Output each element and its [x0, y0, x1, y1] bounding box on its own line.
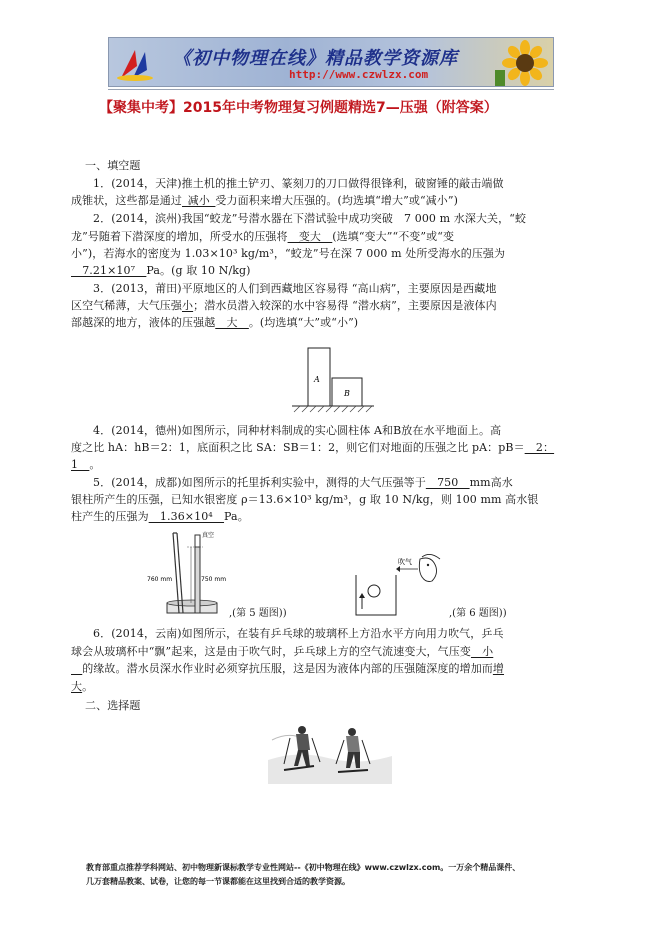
q6-text-b: 的缘故。潜水员深水作业时必须穿抗压服，这是因为液体内部的压强随深度的增加而: [82, 662, 493, 675]
question-6-line-1: 6．(2014，云南)如图所示，在装有乒乓球的玻璃杯上方沿水平方向用力吹气，乒乓: [93, 627, 504, 640]
q2-answer-2: __7.21×10⁷__: [71, 264, 147, 277]
footer-line-1: 教育部重点推荐学科网站、初中物理新课标教学专业性网站--《初中物理在线》www.czwlzx.com。一万余个精品课件、: [86, 863, 521, 872]
question-5-line-2: 银柱所产生的压强，已知水银密度 ρ＝13.6×10³ kg/m³，g 取 10 N/kg，则 100 mm 高水银: [71, 493, 539, 506]
q1-answer: _减小_: [182, 194, 216, 207]
q5-answer-2: __1.36×10⁴__: [148, 510, 225, 523]
question-3-line-1: 3．(2013，莆田)平原地区的人们到西藏地区容易得 “高山病”，主要原因是西藏地: [93, 282, 497, 295]
question-4-line-1: 4．(2014，德州)如图所示，同种材料制成的实心圆柱体 A和B放在水平地面上。高: [93, 424, 502, 437]
q2-text-a: 龙”号随着下潜深度的增加，所受水的压强将: [71, 230, 288, 243]
q2-text-c: Pa。(g 取 10 N/kg): [146, 264, 251, 277]
q6-text-a: 球会从玻璃杯中“飘”起来，这是由于吹气时，乒乓球上方的空气流速变大，气压变: [71, 645, 471, 658]
q4-text-a: 度之比 hA：hB＝2：1，底面积之比 SA：SB＝1：2，则它们对地面的压强之比 pA：pB＝: [71, 441, 525, 454]
question-2-line-1: 2．(2014，滨州)我国“蛟龙”号潜水器在下潜试验中成功突破 7 000 m 水深大关，“蛟: [93, 212, 527, 225]
figure-4-cylinders: [290, 342, 376, 414]
banner-url[interactable]: http://www.czwlzx.com: [289, 68, 429, 81]
q6-answer-2a: 增: [492, 662, 505, 675]
question-6-line-2: [71, 645, 493, 659]
q5-text-c: 柱产生的压强为: [71, 510, 149, 523]
q3-answer-1: 小: [182, 299, 194, 312]
site-logo-icon: [115, 44, 155, 82]
banner-divider: [108, 89, 554, 90]
figure-5-caption: ,(第 5 题图)): [229, 608, 287, 619]
figure-5-label-vacuum: 真空: [202, 532, 215, 539]
q3-text-d: 。(均选填“大”或“小”): [248, 316, 359, 329]
figure-4-label-a: A: [314, 375, 320, 384]
q6-answer-1a: __小: [470, 645, 494, 658]
header-banner: [108, 37, 554, 87]
skiers-illustration: [268, 720, 392, 784]
question-4-line-3: [71, 458, 100, 472]
figure-5-label-760: 760 mm: [147, 576, 173, 583]
question-2-line-2: [71, 230, 454, 244]
q5-text-a: 5．(2014，成都)如图所示的托里拆利实验中，测得的大气压强等于: [93, 476, 426, 489]
section-heading-multiple-choice: 二、选择题: [85, 699, 141, 712]
question-2-line-3: 小”)，若海水的密度为 1.03×10³ kg/m³，“蛟龙”号在深 7 000 m 处所受海水的压强为: [71, 247, 506, 260]
q6-answer-2b: 大: [71, 680, 83, 693]
figure-6-label-blow: 吹气: [398, 558, 412, 566]
question-5-line-1: [93, 476, 513, 490]
q5-text-b: mm高水: [469, 476, 513, 489]
question-2-line-4: [71, 264, 251, 278]
question-6-line-3: [71, 662, 504, 676]
q1-text-a: 成锥状，这些都是通过: [71, 194, 182, 207]
figure-5-label-750: 750 mm: [201, 576, 227, 583]
question-6-line-4: [71, 680, 93, 694]
sunflower-icon: [495, 40, 549, 86]
figure-6-ping-pong-glass: [352, 553, 442, 617]
q5-text-d: Pa。: [224, 510, 249, 523]
section-heading-fill-in: 一、填空题: [85, 159, 141, 172]
document-title: 【聚集中考】2015年中考物理复习例题精选7—压强（附答案）: [99, 100, 498, 116]
q3-text-b: ；潜水员潜入较深的水中容易得 “潜水病”，主要原因是液体内: [193, 299, 497, 312]
q3-text-a: 区空气稀薄，大气压强: [71, 299, 182, 312]
q6-answer-1b: __: [71, 662, 83, 675]
question-5-line-3: [71, 510, 249, 524]
figure-6-caption: ,(第 6 题图)): [449, 608, 507, 619]
q2-text-b: (选填“变大”“不变”或“变: [332, 230, 455, 243]
question-4-line-2: [71, 441, 554, 455]
question-1-line-1: 1．(2014，天津)推土机的推土铲刃、篆刻刀的刀口做得很锋利，破窗锤的敲击端做: [93, 177, 504, 190]
q4-answer-part-2: 1__: [71, 458, 90, 471]
q2-answer-1: __变大__: [287, 230, 333, 243]
q3-answer-2: __大__: [215, 316, 249, 329]
figure-4-label-b: B: [344, 389, 350, 398]
q5-answer-1: __750__: [425, 476, 470, 489]
q4-answer-part-1: __2：: [524, 441, 555, 454]
question-3-line-3: [71, 316, 358, 330]
q4-text-b: 。: [89, 458, 101, 471]
figure-5-torricelli-tubes: [145, 527, 235, 619]
q1-text-b: 受力面积来增大压强的。(均选填“增大”或“减小”): [215, 194, 458, 207]
footer-line-2: 几万套精品教案、试卷，让您的每一节课都能在这里找到合适的教学资源。: [86, 877, 350, 886]
question-1-line-2: [71, 194, 458, 208]
q6-text-c: 。: [82, 680, 94, 693]
banner-title: 《初中物理在线》精品教学资源库: [173, 48, 458, 69]
page-footer: [86, 861, 586, 889]
question-3-line-2: [71, 299, 497, 313]
q3-text-c: 部越深的地方，液体的压强越: [71, 316, 216, 329]
